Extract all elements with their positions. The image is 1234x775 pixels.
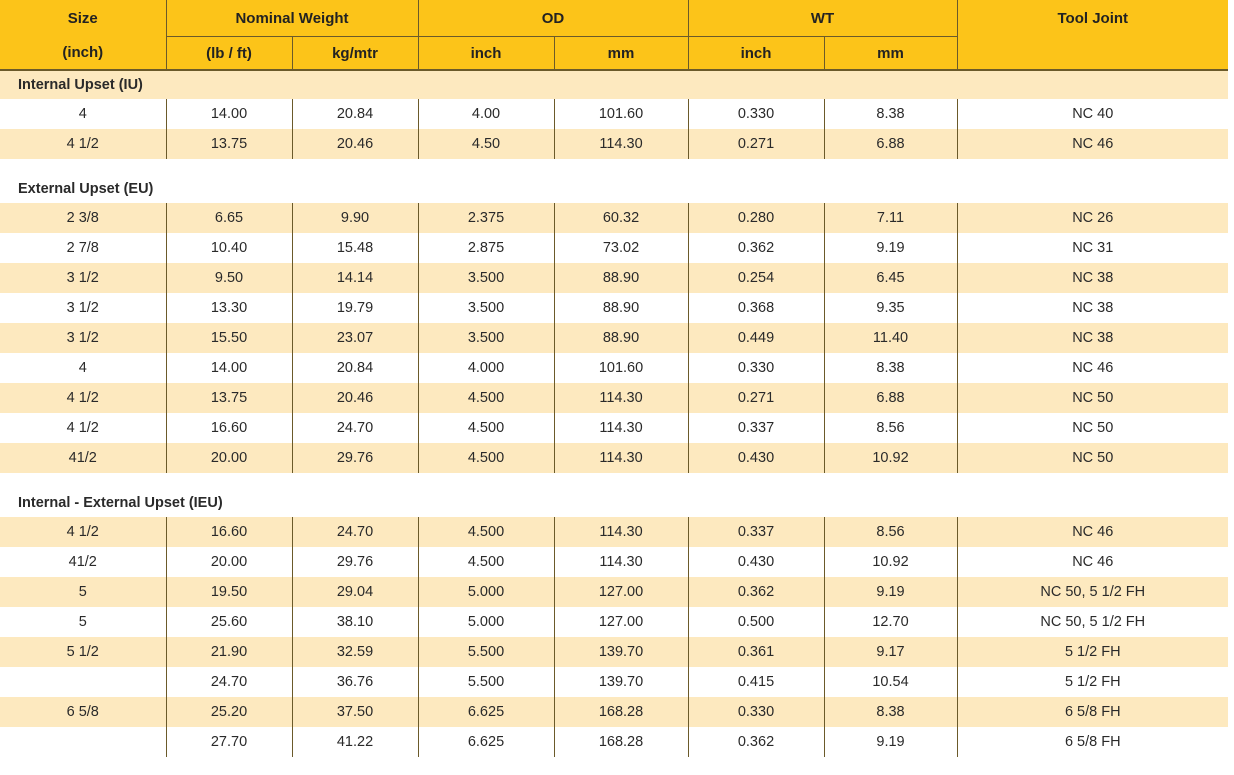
cell-od-inch: 4.500 — [418, 547, 554, 577]
cell-kg-mtr: 37.50 — [292, 697, 418, 727]
cell-tool-joint: NC 50, 5 1/2 FH — [957, 577, 1228, 607]
header-nominal-weight: Nominal Weight — [166, 0, 418, 37]
cell-od-mm: 168.28 — [554, 727, 688, 757]
cell-kg-mtr: 20.46 — [292, 129, 418, 159]
table-row — [0, 99, 1228, 129]
cell-wt-inch: 0.500 — [688, 607, 824, 637]
header-od: OD — [418, 0, 688, 37]
section-title-row — [0, 175, 1228, 203]
cell-od-inch: 3.500 — [418, 263, 554, 293]
cell-tool-joint: NC 46 — [957, 517, 1228, 547]
cell-size: 2 3/8 — [0, 203, 166, 233]
cell-wt-mm: 9.19 — [824, 577, 957, 607]
cell-tool-joint: NC 38 — [957, 293, 1228, 323]
header-lb-ft: (lb / ft) — [166, 37, 292, 71]
cell-lb-ft: 19.50 — [166, 577, 292, 607]
cell-kg-mtr: 19.79 — [292, 293, 418, 323]
table-row — [0, 697, 1228, 727]
cell-size: 4 — [0, 353, 166, 383]
table-row — [0, 547, 1228, 577]
cell-wt-mm: 10.54 — [824, 667, 957, 697]
cell-size: 4 — [0, 99, 166, 129]
cell-tool-joint: NC 50, 5 1/2 FH — [957, 607, 1228, 637]
cell-wt-mm: 8.38 — [824, 99, 957, 129]
cell-tool-joint: NC 46 — [957, 547, 1228, 577]
table-row — [0, 667, 1228, 697]
cell-od-inch: 2.375 — [418, 203, 554, 233]
cell-lb-ft: 21.90 — [166, 637, 292, 667]
cell-lb-ft: 14.00 — [166, 353, 292, 383]
cell-wt-inch: 0.361 — [688, 637, 824, 667]
cell-od-inch: 3.500 — [418, 293, 554, 323]
cell-od-mm: 73.02 — [554, 233, 688, 263]
cell-lb-ft: 16.60 — [166, 517, 292, 547]
cell-tool-joint: 5 1/2 FH — [957, 637, 1228, 667]
cell-kg-mtr: 15.48 — [292, 233, 418, 263]
cell-size: 4 1/2 — [0, 413, 166, 443]
cell-od-mm: 60.32 — [554, 203, 688, 233]
cell-size: 5 1/2 — [0, 637, 166, 667]
header-wt: WT — [688, 0, 957, 37]
cell-wt-mm: 6.88 — [824, 129, 957, 159]
cell-wt-mm: 9.35 — [824, 293, 957, 323]
cell-lb-ft: 20.00 — [166, 547, 292, 577]
cell-od-mm: 114.30 — [554, 413, 688, 443]
cell-wt-mm: 8.38 — [824, 353, 957, 383]
cell-kg-mtr: 24.70 — [292, 413, 418, 443]
cell-od-mm: 101.60 — [554, 353, 688, 383]
table-row — [0, 203, 1228, 233]
cell-od-inch: 3.500 — [418, 323, 554, 353]
cell-od-inch: 4.500 — [418, 413, 554, 443]
cell-od-mm: 114.30 — [554, 383, 688, 413]
spacer-cell — [0, 473, 1228, 489]
cell-od-inch: 5.500 — [418, 667, 554, 697]
cell-size: 4 1/2 — [0, 517, 166, 547]
header-tool-joint-blank — [957, 37, 1228, 71]
section-title-row — [0, 70, 1228, 99]
cell-od-inch: 4.500 — [418, 383, 554, 413]
cell-od-inch: 5.000 — [418, 607, 554, 637]
cell-tool-joint: NC 46 — [957, 129, 1228, 159]
cell-wt-mm: 12.70 — [824, 607, 957, 637]
cell-wt-mm: 8.38 — [824, 697, 957, 727]
table-row — [0, 263, 1228, 293]
cell-wt-inch: 0.368 — [688, 293, 824, 323]
cell-wt-inch: 0.362 — [688, 233, 824, 263]
cell-wt-inch: 0.254 — [688, 263, 824, 293]
section-title: Internal Upset (IU) — [0, 70, 1228, 99]
cell-kg-mtr: 29.76 — [292, 547, 418, 577]
cell-lb-ft: 16.60 — [166, 413, 292, 443]
cell-kg-mtr: 14.14 — [292, 263, 418, 293]
table-row — [0, 293, 1228, 323]
cell-wt-inch: 0.362 — [688, 577, 824, 607]
cell-tool-joint: NC 50 — [957, 413, 1228, 443]
header-wt-inch: inch — [688, 37, 824, 71]
cell-lb-ft: 9.50 — [166, 263, 292, 293]
cell-od-mm: 114.30 — [554, 443, 688, 473]
cell-od-inch: 5.500 — [418, 637, 554, 667]
cell-od-mm: 114.30 — [554, 547, 688, 577]
table-header — [0, 0, 1228, 70]
cell-lb-ft: 25.20 — [166, 697, 292, 727]
cell-lb-ft: 13.75 — [166, 383, 292, 413]
table-row — [0, 577, 1228, 607]
cell-od-inch: 2.875 — [418, 233, 554, 263]
cell-wt-inch: 0.337 — [688, 413, 824, 443]
section-title: Internal - External Upset (IEU) — [0, 489, 1228, 517]
table-row — [0, 443, 1228, 473]
cell-wt-mm: 11.40 — [824, 323, 957, 353]
cell-kg-mtr: 23.07 — [292, 323, 418, 353]
cell-size: 6 5/8 — [0, 697, 166, 727]
cell-size: 5 — [0, 577, 166, 607]
cell-od-mm: 88.90 — [554, 323, 688, 353]
cell-od-inch: 4.00 — [418, 99, 554, 129]
cell-lb-ft: 13.75 — [166, 129, 292, 159]
cell-lb-ft: 27.70 — [166, 727, 292, 757]
table-row — [0, 383, 1228, 413]
cell-kg-mtr: 38.10 — [292, 607, 418, 637]
cell-wt-inch: 0.430 — [688, 443, 824, 473]
cell-od-mm: 101.60 — [554, 99, 688, 129]
cell-tool-joint: 6 5/8 FH — [957, 727, 1228, 757]
cell-od-mm: 114.30 — [554, 129, 688, 159]
cell-wt-inch: 0.330 — [688, 99, 824, 129]
cell-wt-inch: 0.415 — [688, 667, 824, 697]
cell-kg-mtr: 29.76 — [292, 443, 418, 473]
cell-size: 3 1/2 — [0, 323, 166, 353]
cell-wt-inch: 0.271 — [688, 383, 824, 413]
cell-wt-inch: 0.337 — [688, 517, 824, 547]
header-wt-mm: mm — [824, 37, 957, 71]
cell-wt-inch: 0.430 — [688, 547, 824, 577]
cell-wt-mm: 8.56 — [824, 413, 957, 443]
cell-kg-mtr: 20.84 — [292, 99, 418, 129]
cell-size: 3 1/2 — [0, 293, 166, 323]
spacer-cell — [0, 159, 1228, 175]
section-title: External Upset (EU) — [0, 175, 1228, 203]
cell-wt-mm: 9.19 — [824, 727, 957, 757]
cell-wt-mm: 10.92 — [824, 547, 957, 577]
table-row — [0, 233, 1228, 263]
cell-od-inch: 6.625 — [418, 697, 554, 727]
cell-size: 4 1/2 — [0, 383, 166, 413]
cell-od-mm: 168.28 — [554, 697, 688, 727]
table-row — [0, 323, 1228, 353]
cell-od-mm: 88.90 — [554, 263, 688, 293]
cell-od-mm: 139.70 — [554, 637, 688, 667]
cell-wt-inch: 0.449 — [688, 323, 824, 353]
header-size: Size — [0, 0, 166, 37]
table-row — [0, 353, 1228, 383]
cell-size: 2 7/8 — [0, 233, 166, 263]
cell-kg-mtr: 20.84 — [292, 353, 418, 383]
cell-tool-joint: 6 5/8 FH — [957, 697, 1228, 727]
cell-size — [0, 727, 166, 757]
cell-tool-joint: NC 31 — [957, 233, 1228, 263]
cell-wt-mm: 9.17 — [824, 637, 957, 667]
header-tool-joint: Tool Joint — [957, 0, 1228, 37]
cell-tool-joint: NC 40 — [957, 99, 1228, 129]
table-row — [0, 413, 1228, 443]
cell-lb-ft: 25.60 — [166, 607, 292, 637]
cell-kg-mtr: 32.59 — [292, 637, 418, 667]
cell-od-inch: 5.000 — [418, 577, 554, 607]
cell-wt-inch: 0.280 — [688, 203, 824, 233]
cell-kg-mtr: 20.46 — [292, 383, 418, 413]
table-row — [0, 129, 1228, 159]
cell-tool-joint: NC 38 — [957, 323, 1228, 353]
cell-wt-inch: 0.271 — [688, 129, 824, 159]
table-row — [0, 637, 1228, 667]
header-size-unit: (inch) — [0, 37, 166, 71]
cell-wt-inch: 0.330 — [688, 353, 824, 383]
cell-od-inch: 4.500 — [418, 443, 554, 473]
cell-tool-joint: NC 26 — [957, 203, 1228, 233]
cell-size: 5 — [0, 607, 166, 637]
cell-wt-mm: 7.11 — [824, 203, 957, 233]
cell-wt-mm: 6.45 — [824, 263, 957, 293]
header-od-inch: inch — [418, 37, 554, 71]
table-body — [0, 70, 1228, 757]
cell-wt-mm: 9.19 — [824, 233, 957, 263]
cell-tool-joint: NC 38 — [957, 263, 1228, 293]
cell-kg-mtr: 29.04 — [292, 577, 418, 607]
cell-od-inch: 4.50 — [418, 129, 554, 159]
cell-wt-inch: 0.362 — [688, 727, 824, 757]
cell-lb-ft: 10.40 — [166, 233, 292, 263]
section-spacer — [0, 159, 1228, 175]
cell-od-inch: 6.625 — [418, 727, 554, 757]
cell-wt-mm: 8.56 — [824, 517, 957, 547]
table-row — [0, 727, 1228, 757]
cell-size: 41/2 — [0, 443, 166, 473]
cell-od-mm: 88.90 — [554, 293, 688, 323]
cell-kg-mtr: 41.22 — [292, 727, 418, 757]
section-spacer — [0, 473, 1228, 489]
cell-kg-mtr: 9.90 — [292, 203, 418, 233]
table-row — [0, 517, 1228, 547]
cell-tool-joint: NC 46 — [957, 353, 1228, 383]
cell-lb-ft: 6.65 — [166, 203, 292, 233]
section-title-row — [0, 489, 1228, 517]
cell-size — [0, 667, 166, 697]
cell-tool-joint: NC 50 — [957, 443, 1228, 473]
cell-lb-ft: 13.30 — [166, 293, 292, 323]
cell-tool-joint: NC 50 — [957, 383, 1228, 413]
cell-wt-inch: 0.330 — [688, 697, 824, 727]
cell-kg-mtr: 24.70 — [292, 517, 418, 547]
cell-wt-mm: 6.88 — [824, 383, 957, 413]
cell-lb-ft: 15.50 — [166, 323, 292, 353]
cell-od-mm: 114.30 — [554, 517, 688, 547]
table-row — [0, 607, 1228, 637]
cell-od-mm: 139.70 — [554, 667, 688, 697]
header-od-mm: mm — [554, 37, 688, 71]
cell-od-mm: 127.00 — [554, 577, 688, 607]
cell-size: 3 1/2 — [0, 263, 166, 293]
cell-od-inch: 4.500 — [418, 517, 554, 547]
cell-od-inch: 4.000 — [418, 353, 554, 383]
cell-wt-mm: 10.92 — [824, 443, 957, 473]
cell-lb-ft: 20.00 — [166, 443, 292, 473]
cell-size: 4 1/2 — [0, 129, 166, 159]
cell-tool-joint: 5 1/2 FH — [957, 667, 1228, 697]
cell-size: 41/2 — [0, 547, 166, 577]
cell-lb-ft: 14.00 — [166, 99, 292, 129]
header-kg-mtr: kg/mtr — [292, 37, 418, 71]
cell-lb-ft: 24.70 — [166, 667, 292, 697]
cell-kg-mtr: 36.76 — [292, 667, 418, 697]
cell-od-mm: 127.00 — [554, 607, 688, 637]
